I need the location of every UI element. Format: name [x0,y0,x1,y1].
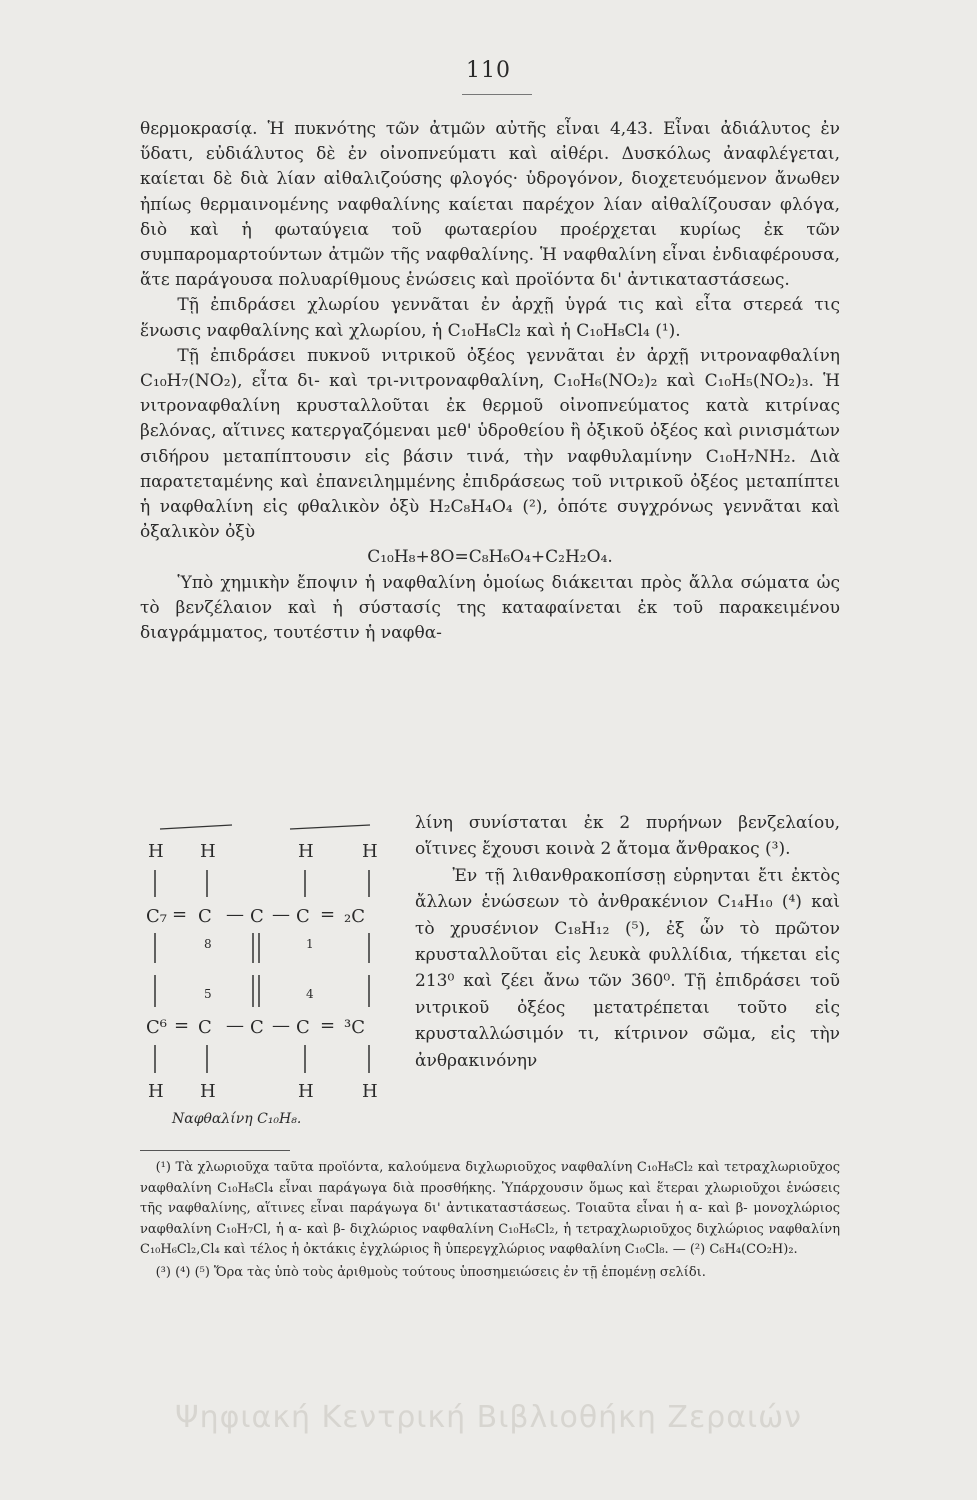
position-number: 5 [204,987,212,1001]
page-number: 110 [466,58,511,83]
page-number-rule [462,94,532,95]
side-paragraph-1: λίνη συνίσταται ἐκ 2 πυρήνων βενζελαίου, οἵτινες ἔχουσι κοινὰ 2 ἄτομα ἄνθρακος (³). [415,813,840,860]
atom-c3: ³C [344,1017,365,1038]
bond-single: — [226,1015,244,1036]
naphthalene-structure-svg [140,815,400,1135]
atom-c2: ₂C [344,906,365,927]
body-text [140,117,840,646]
side-paragraph-2: Ἐν τῇ λιθανθρακοπίσσῃ εὑρηνται ἔτι ἐκτὸς ἄλλων ἑνώσεων τὸ ἀνθρακένιον C₁₄H₁₀ (⁴) καὶ τὸ χρυσένιον C₁₈H₁₂ (⁵), ἐξ ὧν τὸ πρῶτον κρυσταλλοῦται εἰς λευκὰ φυλλίδια, τήκεται εἰς 213⁰ καὶ ζέει ἄνω τῶν 360⁰. Τῇ ἐπιδράσει τοῦ νιτρικοῦ ὀξέος μετατρέπεται τοῦτο εἰς κρυσταλλώσιμόν τι, κίτρινον σῶμα, εἰς τὴν ἀνθρακινόνην [415,865,840,1071]
bond-single: — [272,904,290,925]
bond-double: = [172,904,188,925]
library-watermark: Ψηφιακή Κεντρική Βιβλιοθήκη Ζεραιών [174,1400,803,1435]
bond-single: — [226,904,244,925]
atom-h: H [148,841,164,862]
atom-h: H [298,1081,314,1102]
atom-h: H [200,841,216,862]
atom-c: C [198,906,212,927]
paragraph-2: Τῇ ἐπιδράσει χλωρίου γεννᾶται ἐν ἀρχῇ ὑγρά τις καὶ εἶτα στερεά τις ἕνωσις ναφθαλίνης καὶ χλωρίου, ἡ C₁₀H₈Cl₂ καὶ ἡ C₁₀H₈Cl₄ (¹). [140,295,840,341]
footnote-rule [140,1150,290,1151]
atom-c: C [250,1017,264,1038]
atom-c: C [296,906,310,927]
bond-double: = [320,904,336,925]
paragraph-1: θερμοκρασίᾳ. Ἡ πυκνότης τῶν ἀτμῶν αὐτῆς εἶναι 4,43. Εἶναι ἀδιάλυτος ἐν ὕδατι, εὐδιάλυτος δὲ ἐν οἰνοπνεύματι καὶ αἰθέρι. Δυσκόλως ἀναφλέγεται, καίεται δὲ διὰ λίαν αἰθαλιζούσης φλογός· ὑδρογόνον, διοχετευόμενον ἄνωθεν ἠπίως θερμαινομένης ναφθαλίνης καίεται παρέχον λίαν αἰθαλίζουσαν φλόγα, διὸ καὶ ἡ φωταύγεια τοῦ φωταερίου προέρχεται κυρίως ἐκ τῶν συμπαρομαρτούντων ἀτμῶν τῆς ναφθαλίνης. Ἡ ναφθαλίνη εἶναι ἐνδιαφέρουσα, ἅτε παράγουσα πολυαρίθμους ἑνώσεις καὶ προϊόντα δι' ἀντικαταστάσεως. [140,119,840,291]
position-number: 1 [306,937,314,951]
side-text [415,810,840,1074]
atom-h: H [362,1081,378,1102]
equation: C₁₀H₈+8O=C₈H₆O₄+C₂H₂O₄. [367,547,613,568]
atom-c: C [250,906,264,927]
footnote-2: (³) (⁴) (⁵) Ὅρα τὰς ὑπὸ τοὺς ἀριθμοὺς τούτους ὑποσημειώσεις ἐν τῇ ἑπομένῃ σελίδι. [155,1264,706,1280]
paragraph-3: Τῇ ἐπιδράσει πυκνοῦ νιτρικοῦ ὀξέος γεννᾶται ἐν ἀρχῇ νιτροναφθαλίνη C₁₀H₇(NO₂), εἶτα δι- καὶ τρι-νιτροναφθαλίνη, C₁₀H₆(NO₂)₂ καὶ C₁₀H₅(NO₂)₃. Ἡ νιτροναφθαλίνη κρυσταλλοῦται ἐκ θερμοῦ οἰνοπνεύματος κατὰ κιτρίνας βελόνας, αἵτινες κατεργαζόμεναι μεθ' ὑδροθείου ἢ ὀξικοῦ ὀξέος καὶ ρινισμάτων σιδήρου μεταπίπτουσιν εἰς βάσιν τινά, τὴν ναφθυλαμίνην C₁₀H₇NH₂. Διὰ παρατεταμένης καὶ ἐπανειλημμένης ἐπιδράσεως τοῦ νιτρικοῦ ὀξέος μεταπίπτει ἡ ναφθαλίνη εἰς φθαλικὸν ὀξὺ H₂C₈H₄O₄ (²), ὁπότε συγχρόνως γεννᾶται καὶ ὀξαλικὸν ὀξὺ [140,345,840,543]
atom-c6: C⁶ [146,1017,167,1038]
naphthalene-structure-diagram [140,815,400,1135]
bond-double: = [320,1015,336,1036]
atom-h: H [298,841,314,862]
footnotes [140,1158,840,1285]
paragraph-4: Ὑπὸ χημικὴν ἔποψιν ἡ ναφθαλίνη ὁμοίως διάκειται πρὸς ἄλλα σώματα ὡς τὸ βενζέλαιον καὶ ἡ σύστασίς της καταφαίνεται ἐκ τοῦ παρακειμένου διαγράμματος, τουτέστιν ἡ ναφθα- [140,572,840,644]
footnote-1: (¹) Τὰ χλωριοῦχα ταῦτα προϊόντα, καλούμενα διχλωριοῦχος ναφθαλίνη C₁₀H₈Cl₂ καὶ τετραχλωριοῦχος ναφθαλίνη C₁₀H₈Cl₄ εἶναι παράγωγα διὰ προσθήκης. Ὑπάρχουσιν ὅμως καὶ ἕτεραι χλωριοῦχοι ἑνώσεις τῆς ναφθαλίνης, αἵτινες εἶναι παράγωγα δι' ἀντικαταστάσεως. Τοιαῦτα εἶναι ἡ α- καὶ β- μονοχλώριος ναφθαλίνη C₁₀H₇Cl, ἡ α- καὶ β- διχλώριος ναφθαλίνη C₁₀H₆Cl₂, ἡ τετραχλωριοῦχος διχλώριος ναφθαλίνη C₁₀H₆Cl₂,Cl₄ καὶ τέλος ἡ ὀκτάκις ἐγχλώριος ἢ ὑπερεγχλώριος ναφθαλίνη C₁₀Cl₈. — (²) C₆H₄(CO₂H)₂. [140,1160,840,1257]
bond-single: — [272,1015,290,1036]
position-number: 4 [306,987,314,1001]
position-number: 8 [204,937,212,951]
bond-double: = [174,1015,190,1036]
atom-h: H [148,1081,164,1102]
atom-c: C [296,1017,310,1038]
atom-c7: C₇ [146,906,167,927]
atom-c: C [198,1017,212,1038]
diagram-caption: Ναφθαλίνη C₁₀H₈. [172,1111,302,1127]
atom-h: H [362,841,378,862]
atom-h: H [200,1081,216,1102]
